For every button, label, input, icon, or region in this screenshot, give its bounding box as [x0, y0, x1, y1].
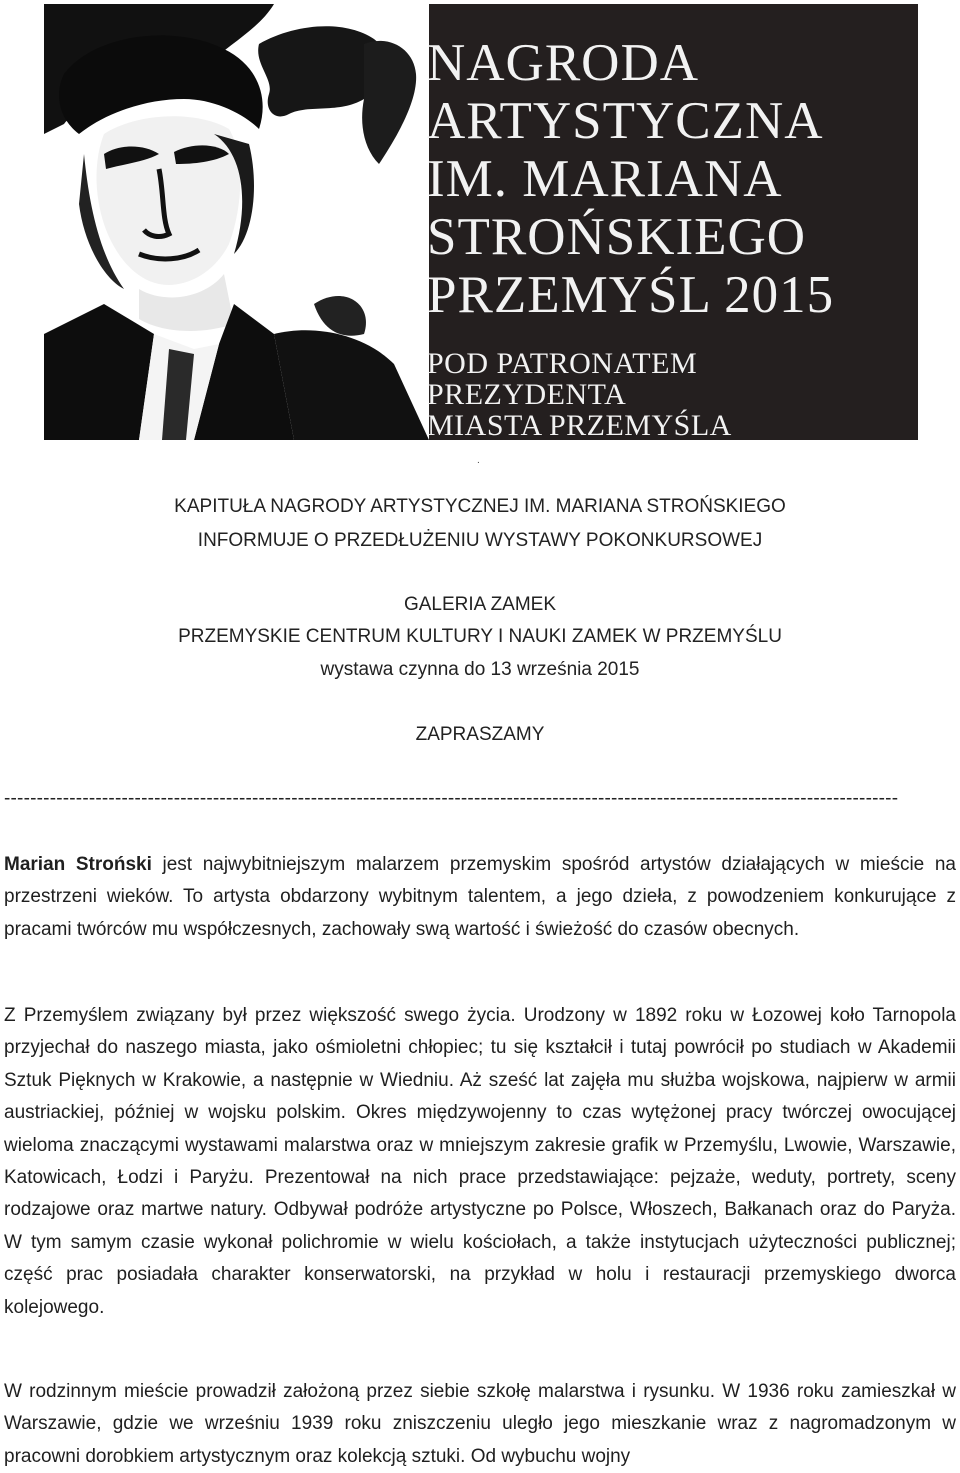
gallery-name: GALERIA ZAMEK — [403, 594, 557, 615]
announcement-line: KAPITUŁA NAGRODY ARTYSTYCZNEJ IM. MARIANA STROŃSKIEGO — [174, 496, 786, 517]
banner-title-line: IM. MARIANA — [427, 150, 783, 208]
exhibition-dates: wystawa czynna do 13 września 2015 — [320, 659, 640, 680]
intro-text: jest najwybitniejszym malarzem przemyskim spośród artystów działających w mieście na przestrzeni wieków. To artysta obdarzony wybitnym talentem, a jego dzieła, z powodzeniem konkurujące z pracami twórców mu współczesnych, zachowały swą wartość i świeżość do czasów obecnych. — [4, 854, 957, 940]
biography-paragraph-continued: W rodzinnym mieście prowadził założoną przez siebie szkołę malarstwa i rysunku. W 1936 roku zamieszkał w Warszawie, gdzie we wrześniu 1939 roku zniszczeniu uległo jego mieszkanie wraz z nagromadzonym w pracowni dorobkiem artystycznym oraz kolekcją sztuki. Od wybuchu wojny — [4, 1381, 956, 1467]
banner-title-line: NAGRODA — [427, 34, 699, 92]
dashed-divider: ----------------------------------------------------------------------------------------------------------------------------------------- — [4, 788, 899, 809]
artist-name: Marian Stroński — [4, 854, 152, 875]
banner-subtitle-line: PREZYDENTA — [427, 378, 627, 411]
portrait-photo — [44, 4, 429, 440]
separator-dot: . — [477, 455, 480, 466]
banner-subtitle-line: MIASTA PRZEMYŚLA — [427, 409, 732, 440]
invitation-text: ZAPRASZAMY — [415, 724, 545, 745]
banner-title-line: STROŃSKIEGO — [427, 208, 807, 266]
venue-name: PRZEMYSKIE CENTRUM KULTURY I NAUKI ZAMEK W PRZEMYŚLU — [178, 626, 782, 647]
banner-subtitle-line: POD PATRONATEM — [427, 347, 698, 380]
intro-paragraph — [4, 849, 956, 946]
banner-title-line: PRZEMYŚL 2015 — [427, 266, 835, 324]
award-banner — [44, 4, 918, 440]
banner-title-line: ARTYSTYCZNA — [427, 92, 824, 150]
biography-paragraph: Z Przemyślem związany był przez większość swego życia. Urodzony w 1892 roku w Łozowej koło Tarnopola przyjechał do naszego miasta, jako ośmioletni chłopiec; tu się kształcił i tutaj powrócił po studiach w Akademii Sztuk Pięknych w Krakowie, a następnie w Wiedniu. Aż sześć lat zajęła mu służba wojskowa, najpierw w armii austriackiej, później w wojsku polskim. Okres międzywojenny to czas wytężonej pracy twórczej owocującej wieloma znaczącymi wystawami malarstwa oraz w mniejszym zakresie grafik w Przemyślu, Lwowie, Warszawie, Katowicach, Łodzi i Paryżu. Prezentował na nich prace przedstawiające: pejzaże, weduty, portrety, sceny rodzajowe oraz martwe natury. Odbywał podróże artystyczne po Polsce, Włoszech, Bałkanach oraz do Paryża. W tym samym czasie wykonał polichromie w wielu kościołach, a także instytucjach użyteczności publicznej; część prac posiadała charakter konserwatorski, na przykład w holu i restauracji przemyskiego dworca kolejowego. — [4, 1005, 956, 1318]
announcement-line: INFORMUJE O PRZEDŁUŻENIU WYSTAWY POKONKURSOWEJ — [197, 530, 763, 551]
banner-title — [427, 34, 907, 440]
portrait-illustration — [44, 4, 429, 440]
